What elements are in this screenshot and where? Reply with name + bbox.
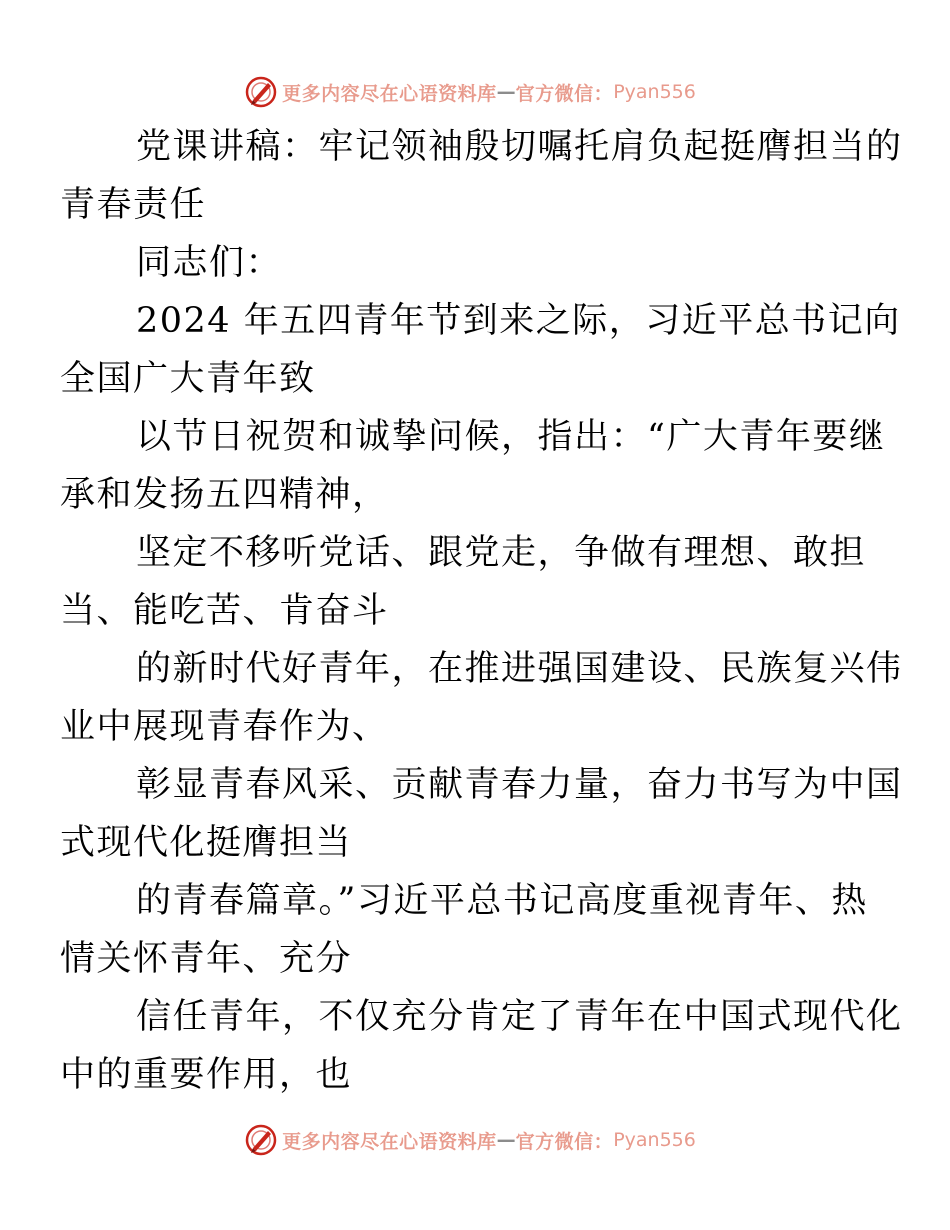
paragraph — [60, 524, 867, 640]
watermark-brand: 更多内容尽在心语资料库 — [282, 1130, 497, 1153]
paragraph-line: 式现代化挺膺担当 — [60, 823, 353, 863]
paragraph-line: 彰显青春风采、贡献青春力量，奋力书写为中国 — [136, 765, 903, 805]
paragraph-title — [60, 118, 903, 234]
watermark-separator: — — [496, 1129, 516, 1151]
paragraph — [60, 872, 868, 988]
brand-logo-icon — [244, 1123, 278, 1157]
paragraph-line: 情关怀青年、充分 — [60, 939, 353, 979]
paragraph-line: 以节日祝贺和诚挚问候，指出：“广大青年要继 — [136, 417, 886, 457]
paragraph-line: 的青春篇章。”习近平总书记高度重视青年、热 — [136, 881, 868, 921]
paragraph-line: 中的重要作用，也 — [60, 1055, 353, 1095]
paragraph-line: 2024 年五四青年节到来之际，习近平总书记向 — [136, 301, 901, 341]
watermark-wechat-id: Pyan556 — [613, 1129, 696, 1151]
paragraph — [60, 640, 903, 756]
paragraph-line: 同志们： — [136, 243, 283, 283]
paragraph-line: 全国广大青年致 — [60, 359, 316, 399]
paragraph-line: 承和发扬五四精神， — [60, 475, 389, 515]
paragraph-line: 当、能吃苦、肯奋斗 — [60, 591, 389, 631]
paragraph — [60, 756, 903, 872]
watermark-brand: 更多内容尽在心语资料库 — [282, 82, 497, 105]
watermark-wechat-id: Pyan556 — [613, 81, 696, 103]
paragraph-line: 的新时代好青年，在推进强国建设、民族复兴伟 — [136, 649, 903, 689]
brand-logo-icon — [244, 75, 278, 109]
paragraph — [60, 408, 886, 524]
paragraph-line: 业中展现青春作为、 — [60, 707, 389, 747]
watermark-wechat-label: 官方微信： — [515, 82, 614, 105]
document-body — [60, 118, 903, 1104]
paragraph-line: 坚定不移听党话、跟党走，争做有理想、敢担 — [136, 533, 867, 573]
paragraph — [60, 988, 903, 1104]
paragraph-line: 信任青年，不仅充分肯定了青年在中国式现代化 — [136, 997, 903, 1037]
watermark-wechat-label: 官方微信： — [515, 1130, 614, 1153]
footer-watermark — [0, 1120, 950, 1160]
header-watermark — [0, 72, 950, 112]
paragraph — [60, 292, 901, 408]
watermark-separator: — — [496, 81, 516, 103]
paragraph-line: 党课讲稿：牢记领袖殷切嘱托肩负起挺膺担当的 — [136, 127, 903, 167]
paragraph-salutation — [98, 234, 858, 292]
paragraph-line: 青春责任 — [60, 185, 207, 225]
